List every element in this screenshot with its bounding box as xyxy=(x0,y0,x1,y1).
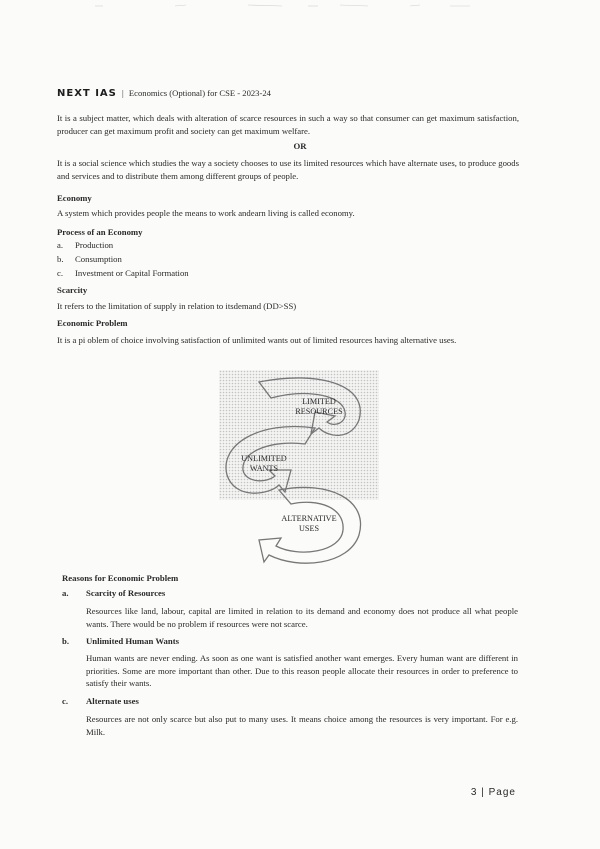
process-item xyxy=(57,240,113,250)
process-item-marker: a. xyxy=(57,240,64,250)
reason-marker: c. xyxy=(62,696,69,706)
process-item-label: Production xyxy=(75,240,114,250)
economic-problem-heading: Economic Problem xyxy=(57,318,128,328)
process-item xyxy=(57,268,189,278)
scarcity-text: It refers to the limitation of supply in relation to itsdemand (DD>SS) xyxy=(57,301,297,311)
process-item xyxy=(57,254,122,264)
diagram-label-wants: WANTS xyxy=(249,464,279,473)
reason-text: Resources like land, labour, capital are limited in relation to its demand and economy does not produce all what people wants. There would be no problem if resources were not scarce. xyxy=(86,606,518,629)
process-item-label: Consumption xyxy=(75,254,122,264)
or-separator: OR xyxy=(293,141,307,151)
reason-title: Scarcity of Resources xyxy=(86,588,166,598)
reason-marker: b. xyxy=(62,636,70,646)
process-heading: Process of an Economy xyxy=(57,227,143,237)
economy-text: A system which provides people the means to work andearn living is called economy. xyxy=(57,208,355,218)
process-item-label: Investment or Capital Formation xyxy=(75,268,189,278)
definition-paragraph-1: It is a subject matter, which deals with alteration of scarce resources in such a way so that consumer can get maximum satisfaction, producer can get maximum profit and society can get maximum welfare. xyxy=(57,113,519,136)
brand-logo-text: NEXT IAS xyxy=(57,88,117,99)
scarcity-heading: Scarcity xyxy=(57,285,88,295)
page-number: 3 | Page xyxy=(470,787,516,798)
diagram-label-uses: USES xyxy=(298,524,320,533)
diagram-shaded-background xyxy=(219,370,379,500)
process-item-marker: c. xyxy=(57,268,64,278)
reason-title: Unlimited Human Wants xyxy=(86,636,180,646)
economic-problem-cycle-diagram xyxy=(219,370,379,570)
header-subtitle: Economics (Optional) for CSE - 2023-24 xyxy=(128,88,271,98)
definition-paragraph-2: It is a social science which studies the way a society chooses to use its limited resources which have alternate uses, to produce goods and services and to distribute them among different groups of people. xyxy=(57,158,519,181)
process-item-marker: b. xyxy=(57,254,64,264)
reason-title: Alternate uses xyxy=(86,696,139,706)
diagram-label-limited: LIMITED xyxy=(302,397,336,406)
economy-heading: Economy xyxy=(57,193,92,203)
reason-marker: a. xyxy=(62,588,69,598)
diagram-label-alternative: ALTERNATIVE xyxy=(281,514,337,523)
page-header xyxy=(57,88,271,99)
diagram-label-resources: RESOURCES xyxy=(295,407,343,416)
reason-text: Human wants are never ending. As soon as one want is satisfied another want emerges. Every human want are different in priorities. Some are more important than other. Due to this reason people allocate their resources in order to preference to satisfy their wants. xyxy=(86,653,518,689)
header-separator: | xyxy=(122,88,124,98)
economic-problem-text: It is a pi oblem of choice involving satisfaction of unlimited wants out of limited resources having alternative uses. xyxy=(57,335,457,345)
scan-artifact xyxy=(0,0,600,20)
diagram-label-unlimited: UNLIMITED xyxy=(241,454,287,463)
reasons-heading: Reasons for Economic Problem xyxy=(62,573,179,583)
reason-text: Resources are not only scarce but also put to many uses. It means choice among the resources is very important. For e.g. Milk. xyxy=(86,714,518,737)
